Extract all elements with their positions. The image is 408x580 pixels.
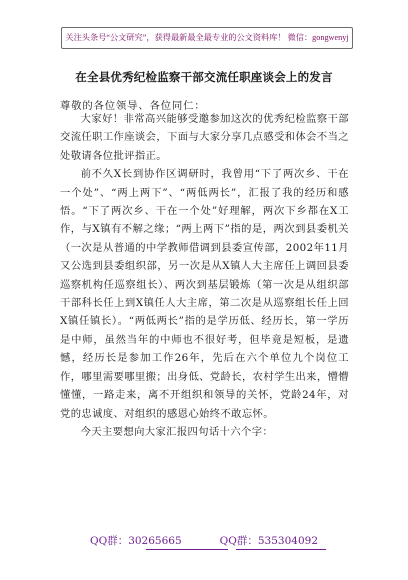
paragraph-intro-four-points: 今天主要想向大家汇报四句话十六个字： (80, 425, 274, 438)
footer-underline-2 (236, 549, 326, 550)
footer-qq-group-2: QQ群：535304092 (219, 535, 318, 547)
paragraph-experience: 前不久X长到协作区调研时，我曾用“下了两次乡、干在一个处”、“两上两下”、“两低两长”，汇报了我的经历和感悟。“下了两次乡、干在一个处”好理解，两次下乡都在X工作，与X镇有不解之缘；“两上两下”指的是，两次到县委机关（一次是从普通的中学教师借调到县委宣传部，2002年11月又公选到县委组织部，另一次是从X镇人大主席任上调回县委巡察机构任巡察组长）、两次到基层锻炼（第一次是从组织部干部科长任上到X镇任人大主席，第二次是从巡察组长任上回X镇任镇长）。“两低两长”指的是学历低、经历长，第一学历是中师，虽然当年的中师也不很好考，但毕竟是短板，是遗憾，经历长是参加工作26年，先后在六个单位九个岗位工作，哪里需要哪里搬；出身低、党龄长，农村学生出来，懵懵懂懂，一路走来，离不开组织和领导的关怀，党龄24年，对党的忠诚度、对组织的感恩心始终不敢忘怀。 (60, 168, 349, 420)
document-title: 在全县优秀纪检监察干部交流任职座谈会上的发言 (75, 70, 333, 84)
header-banner: 关注头条号“公文研究”，获得最新最全最专业的公文资料库！ 微信：gongwenyj (61, 27, 353, 49)
salutation: 尊敬的各位领导、各位同仁： (60, 100, 206, 112)
document-body (60, 110, 349, 441)
footer-qq-group-1: QQ群：30265665 (89, 535, 182, 547)
paragraph-greeting: 大家好！非常高兴能够受邀参加这次的优秀纪检监察干部交流任职工作座谈会，下面与大家分享几点感受和体会不当之处敬请各位批评指正。 (60, 113, 349, 162)
footer-qq-groups (0, 533, 408, 548)
footer-underline-1 (146, 549, 228, 550)
